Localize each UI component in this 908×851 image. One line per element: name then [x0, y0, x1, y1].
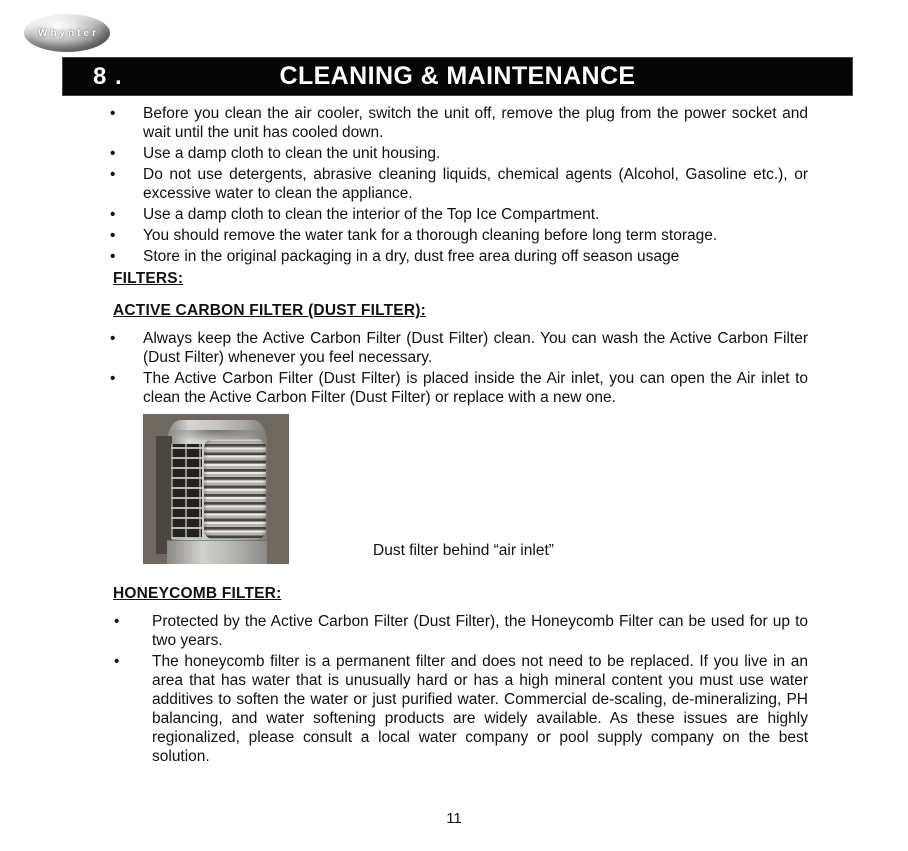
honeycomb-filter-heading: HONEYCOMB FILTER: — [113, 585, 282, 602]
section-number: 8 . — [93, 62, 123, 90]
bullet-marker — [110, 104, 143, 142]
list-item — [62, 369, 808, 407]
page-number: 11 — [446, 810, 462, 827]
list-item — [62, 226, 808, 245]
active-carbon-filter-heading: ACTIVE CARBON FILTER (DUST FILTER): — [113, 302, 426, 319]
bullet-marker — [110, 369, 143, 407]
bullet-marker — [110, 226, 143, 245]
bullet-marker — [110, 144, 143, 163]
list-item — [62, 144, 808, 163]
bullet-marker — [114, 612, 152, 650]
list-item — [62, 652, 808, 766]
appliance-base — [167, 540, 267, 564]
list-item — [62, 104, 808, 142]
list-item — [62, 612, 808, 650]
general-cleaning-list — [62, 104, 808, 266]
filter-photo — [143, 414, 289, 564]
list-item — [62, 247, 808, 266]
brand-logo — [24, 14, 110, 52]
list-item-text: You should remove the water tank for a thorough cleaning before long term storage. — [143, 227, 718, 244]
bullet-marker — [110, 247, 143, 266]
list-item-text: The Active Carbon Filter (Dust Filter) is placed inside the Air inlet, you can open the Air inlet to clean the Active Carbon Filter (Dust Filter) or replace with a new one. — [143, 370, 808, 406]
list-item-text: Do not use detergents, abrasive cleaning liquids, chemical agents (Alcohol, Gasoline etc.), or excessive water to clean the appliance. — [143, 166, 808, 202]
section-title: CLEANING & MAINTENANCE — [279, 62, 636, 90]
list-item — [62, 205, 808, 224]
brand-logo-text: Whynter — [38, 27, 99, 39]
honeycomb-filter-list — [62, 612, 808, 766]
bullet-marker — [110, 329, 143, 367]
list-item-text: The honeycomb filter is a permanent filter and does not need to be replaced. If you live in an area that has water that is unusually hard or has a high mineral content you must use water additives to soften the water or just purified water. Commercial de-scaling, de-mineralizing, PH balancing, and water softening products are widely available. As these issues are highly regionalized, please consult a local water company or pool supply company on the best solution. — [152, 653, 808, 765]
page-content — [62, 104, 808, 768]
photo-caption: Dust filter behind “air inlet” — [373, 542, 554, 559]
list-item-text: Protected by the Active Carbon Filter (Dust Filter), the Honeycomb Filter can be used for up to two years. — [152, 613, 808, 649]
bullet-marker — [110, 165, 143, 203]
list-item-text: Use a damp cloth to clean the unit housing. — [143, 145, 441, 162]
dust-filter-grid — [171, 444, 202, 539]
list-item-text: Always keep the Active Carbon Filter (Dust Filter) clean. You can wash the Active Carbon Filter (Dust Filter) whenever you feel necessary. — [143, 330, 808, 366]
section-header-bar — [62, 57, 853, 96]
list-item — [62, 165, 808, 203]
active-carbon-filter-list — [62, 329, 808, 407]
list-item-text: Before you clean the air cooler, switch the unit off, remove the plug from the power socket and wait until the unit has cooled down. — [143, 105, 808, 141]
photo-row — [143, 414, 808, 564]
air-inlet-louvers — [204, 439, 266, 539]
list-item-text: Use a damp cloth to clean the interior of the Top Ice Compartment. — [143, 206, 600, 223]
bullet-marker — [110, 205, 143, 224]
bullet-marker — [114, 652, 152, 766]
open-inlet-shadow — [156, 436, 172, 554]
list-item-text: Store in the original packaging in a dry, dust free area during off season usage — [143, 248, 680, 265]
filters-heading: FILTERS: — [113, 270, 184, 287]
list-item — [62, 329, 808, 367]
